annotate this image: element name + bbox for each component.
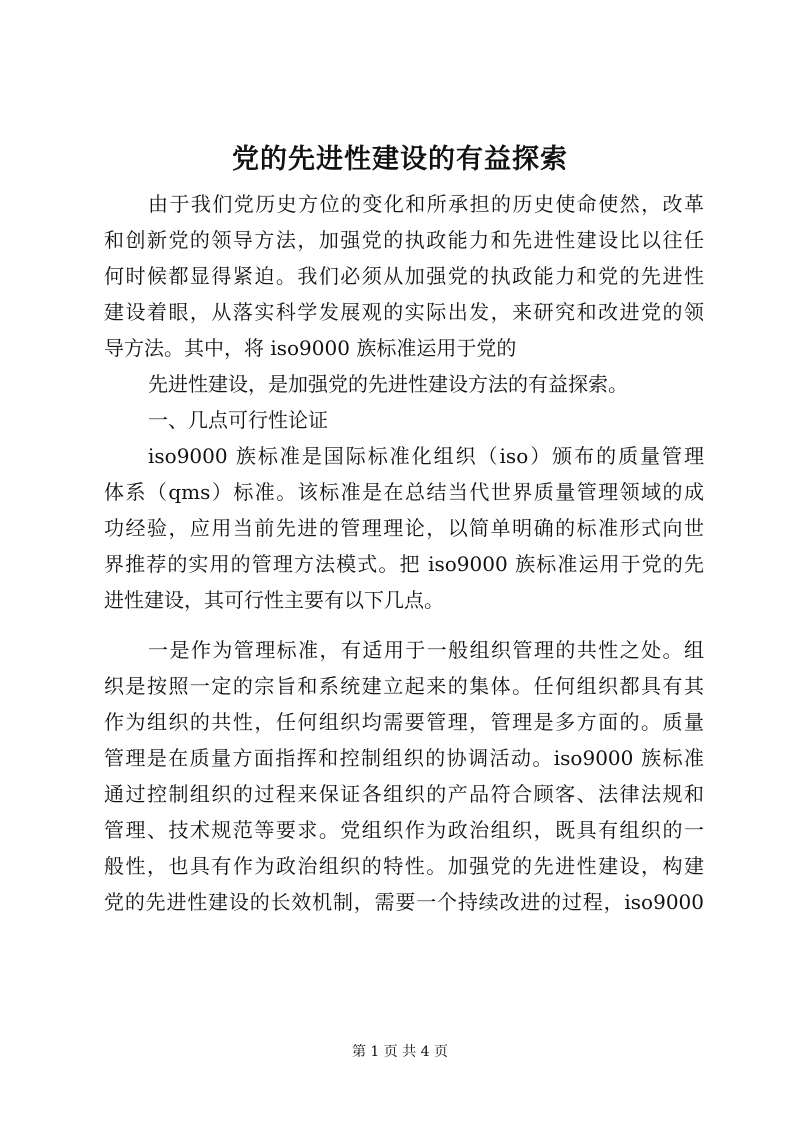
text-line: 管理、技术规范等要求。党组织作为政治组织，既具有组织的一 [104,818,704,842]
text-line: 作为组织的共性，任何组织均需要管理，管理是多方面的。质量 [104,710,704,734]
text-line: iso9000 族标准是国际标准化组织（iso）颁布的质量管理 [148,444,704,468]
text-line: 管理是在质量方面指挥和控制组织的协调活动。iso9000 族标准 [104,746,704,770]
page-footer: 第 1 页 共 4 页 [351,1044,449,1060]
text-line: 先进性建设，是加强党的先进性建设方法的有益探索。 [148,372,628,396]
paragraph-gap [104,618,704,632]
text-line: 通过控制组织的过程来保证各组织的产品符合顾客、法律法规和 [104,782,704,806]
section-heading: 一、几点可行性论证 [148,408,328,432]
text-line: 由于我们党历史方位的变化和所承担的历史使命使然，改革 [148,192,704,216]
text-line: 和创新党的领导方法，加强党的执政能力和先进性建设比以往任 [104,228,704,252]
text-line: 界推荐的实用的管理方法模式。把 iso9000 族标准运用于党的先 [104,552,704,576]
text-line: 党的先进性建设的长效机制，需要一个持续改进的过程，iso9000 [104,890,704,914]
text-line: 功经验，应用当前先进的管理理论，以简单明确的标准形式向世 [104,516,704,540]
document-title: 党的先进性建设的有益探索 [232,144,568,175]
text-line: 一是作为管理标准，有适用于一般组织管理的共性之处。组 [148,638,704,662]
text-line: 进性建设，其可行性主要有以下几点。 [104,588,444,612]
text-line: 织是按照一定的宗旨和系统建立起来的集体。任何组织都具有其 [104,674,704,698]
text-line: 般性，也具有作为政治组织的特性。加强党的先进性建设，构建 [104,854,704,878]
text-line: 建设着眼，从落实科学发展观的实际出发，来研究和改进党的领 [104,300,704,324]
text-line: 体系（qms）标准。该标准是在总结当代世界质量管理领域的成 [104,480,704,504]
text-line: 导方法。其中，将 iso9000 族标准运用于党的 [104,336,517,360]
document-body [104,186,704,920]
text-line: 何时候都显得紧迫。我们必须从加强党的执政能力和党的先进性 [104,264,704,288]
